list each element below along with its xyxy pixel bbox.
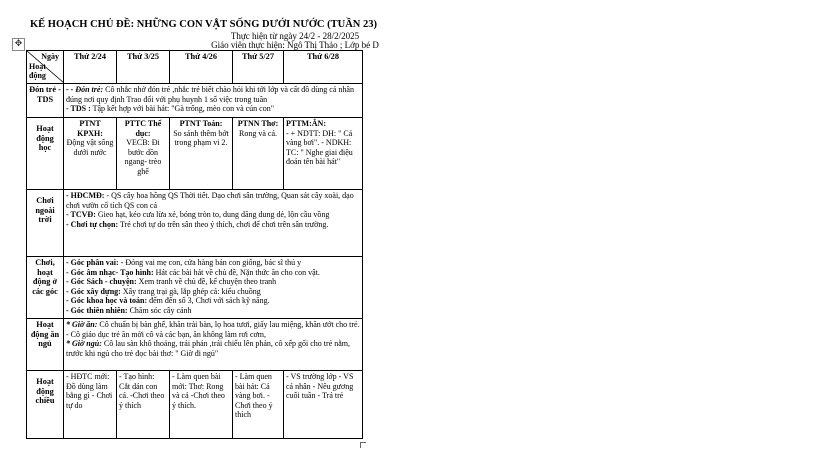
- day-header-fri: Thứ 6/28: [284, 51, 363, 84]
- gio-ngu-label: * Giờ ngủ:: [66, 339, 102, 349]
- hdh-cell-mon: [64, 118, 117, 190]
- corner-cell: [27, 51, 64, 84]
- date-range: Thực hiện từ ngày 24/2 - 28/2/2025: [230, 31, 360, 41]
- page-title: KẾ HOẠCH CHỦ ĐỀ: NHỮNG CON VẬT SỐNG DƯỚI NƯỚC (TUẦN 23): [30, 19, 377, 30]
- goc-khoa-hoc-label: - Góc khoa học và toán:: [66, 296, 148, 306]
- chieu-cell-thu: - Làm quen bài hát: Cá vàng bơi. - Chơi theo ý thích: [233, 371, 284, 439]
- row-hoat-dong-hoc: [27, 118, 363, 190]
- tds-text: Tập kết hợp với bài hát: "Gà trống, mèo con và cún con": [90, 104, 274, 114]
- goc-thien-nhien-text: Chăm sóc cây cảnh: [127, 305, 192, 315]
- row-an-ngu: [27, 319, 363, 371]
- hdh-cell-thu: [233, 118, 284, 190]
- hdh-cell-wed: [170, 118, 233, 190]
- chieu-cell-wed: - Làm quen bài mới: Thơ: Rong và cá -Chơi theo ý thích.: [170, 371, 233, 439]
- goc-khoa-hoc-text: đếm đến số 3, Chơi với sách kỹ năng.: [147, 296, 270, 306]
- day-header-thu: Thứ 5/27: [233, 51, 284, 84]
- goc-thien-nhien-label: - Góc thiên nhiên:: [66, 305, 128, 315]
- goc-phan-vai-label: - Góc phân vai:: [66, 258, 119, 267]
- row-label-choi-ngoai-troi: Chơi ngoài trời: [27, 190, 64, 257]
- don-tre-label: - - Đón trẻ:: [66, 85, 104, 94]
- choi-ngoai-troi-content: [64, 190, 363, 257]
- day-header-mon: Thứ 2/24: [64, 51, 117, 84]
- teacher-info: Giáo viên thực hiện: Ngô Thị Thảo ; Lớp bé D: [211, 40, 379, 50]
- goc-phan-vai-text: - Đóng vai mẹ con, cửa hàng bán con giống, bác sĩ thú y: [118, 258, 302, 267]
- row-label-an-ngu: Hoạt động ăn ngủ: [27, 319, 64, 371]
- gio-an-text: Cô chuẩn bị bàn ghế, khăn trải bàn, lọ hoa tươi, giấy lau miệng, khăn ướt cho trẻ.: [97, 320, 360, 329]
- gio-an-note: - Cô giáo dục trẻ ăn mời cô và các bạn, ăn không làm rơi cơm,: [66, 329, 266, 339]
- choi-tu-chon-label: - Chơi tự chọn:: [66, 219, 119, 229]
- goc-am-nhac-label: - Góc âm nhạc- Tạo hình:: [66, 267, 154, 277]
- hdh-body-wed: So sánh thêm bớt trong phạm vi 2.: [173, 128, 229, 148]
- hdcmd-label: - HĐCMĐ:: [66, 191, 105, 200]
- don-tre-content: [64, 84, 363, 118]
- hdh-body-tue: VECB: Đi bước dồn ngang- trèo ghế: [124, 138, 162, 176]
- hdh-title-fri: PTTM:ÂN:: [286, 119, 326, 128]
- row-hoat-dong-chieu: [27, 371, 363, 439]
- table-move-handle-icon[interactable]: ✥: [12, 38, 25, 51]
- row-choi-goc: [27, 257, 363, 319]
- row-choi-ngoai-troi: [27, 190, 363, 257]
- page-corner-mark: [360, 442, 366, 448]
- hdh-body-fri: - + NDTT: DH: " Cá vàng bơi". - NDKH: TC: " Nghe giai điệu đoán tên bài hát": [286, 128, 353, 167]
- hdh-cell-fri: [284, 118, 363, 190]
- goc-am-nhac-text: Hát các bài hát về chủ đề, Nặn thức ăn cho con vật.: [153, 267, 320, 277]
- choi-tu-chon-text: Trẻ chơi tự do trên sân theo ý thích, chơi để chơi trên sân trường.: [118, 219, 329, 229]
- gio-an-label: * Giờ ăn:: [66, 320, 98, 329]
- corner-day-label: Ngày: [41, 52, 59, 61]
- chieu-cell-fri: - VS trường lớp - VS cá nhân - Nêu gương cuối tuần - Trả trẻ: [284, 371, 363, 439]
- row-label-hoat-dong-hoc: Hoạt động học: [27, 118, 64, 190]
- hdh-title-thu: PTNN Thơ:: [237, 119, 279, 128]
- hdh-title-mon: PTNT KPXH:: [77, 119, 103, 138]
- day-header-tue: Thứ 3/25: [117, 51, 170, 84]
- hdh-title-wed: PTNT Toán:: [179, 119, 223, 128]
- row-label-hoat-dong-chieu: Hoạt động chiều: [27, 371, 64, 439]
- tcvd-label: - TCVĐ:: [66, 210, 96, 220]
- goc-sach-text: Xem tranh về chủ đề, kể chuyện theo tranh: [136, 277, 277, 287]
- row-label-choi-goc: Chơi, hoạt động ở các góc: [27, 257, 64, 319]
- choi-goc-content: [64, 257, 363, 319]
- row-label-don-tre: Đón trẻ - TDS: [27, 84, 64, 118]
- hdh-cell-tue: [117, 118, 170, 190]
- day-header-wed: Thứ 4/26: [170, 51, 233, 84]
- tds-label: - TDS :: [66, 104, 91, 114]
- an-ngu-content: [64, 319, 363, 371]
- row-don-tre: [27, 84, 363, 118]
- goc-xay-dung-label: - Góc xây dựng:: [66, 286, 121, 296]
- hdh-body-mon: Động vật sống dưới nước: [66, 138, 114, 157]
- goc-sach-label: - Góc Sách - chuyện:: [66, 277, 137, 287]
- hdcmd-text: - QS cây hoa hồng QS Thời tiết. Dạo chơi sân trường, Quan sát cây xoài, dạo chơi vườn cổ tích QS con cá: [66, 191, 354, 210]
- goc-xay-dung-text: Xây trang trại gà, lắp ghép cá: kiểu chuồng: [120, 286, 261, 296]
- don-tre-text: Cô nhắc nhở đón trẻ ,nhắc trẻ biết chào hỏi khi tới lớp và cất đồ dùng cá nhân đúng nơi quy định Trao đổi với phụ huynh 1 số việc trong tuần: [66, 85, 354, 104]
- tcvd-text: Gieo hạt, kéo cưa lừa xẻ, bóng tròn to, dung dăng dung dẻ, lộn cầu vồng: [95, 210, 330, 220]
- hdh-body-thu: Rong và cá.: [239, 128, 277, 138]
- gio-ngu-text: Cô lau sàn khô thoáng, trải phản ,trải chiếu lên phản, cô xếp gối cho trẻ nằm, trước khi ngủ cho trẻ đọc bài thơ: " Giờ đi ngủ": [66, 339, 351, 358]
- chieu-cell-mon: - HĐTC mới: Đồ dùng làm bằng gì - Chơi tự do: [64, 371, 117, 439]
- hdh-title-tue: PTTC Thể dục:: [124, 119, 162, 138]
- corner-activity-label: Hoạt động: [29, 62, 46, 80]
- chieu-cell-tue: - Tạo hình: Cắt dán con cá. -Chơi theo ý thích: [117, 371, 170, 439]
- weekly-plan-table: [26, 50, 363, 439]
